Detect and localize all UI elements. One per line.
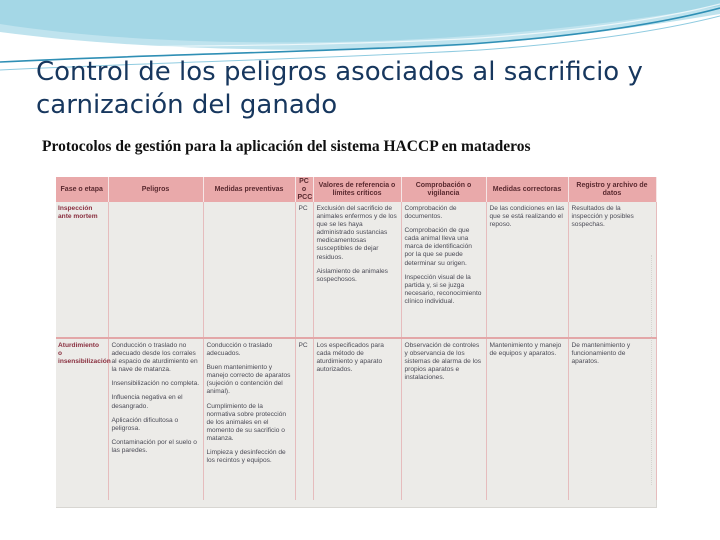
slide-title: Control de los peligros asociados al sacrificio y carnización del ganado [36,57,643,120]
slide-subtitle: Protocolos de gestión para la aplicación del sistema HACCP en mataderos [42,138,531,155]
pc-cell: PC [295,202,313,338]
table-row [56,202,656,338]
cell-item: De mantenimiento y funcionamiento de aparatos. [571,342,631,366]
header-cell: Medidas correctoras [486,177,568,202]
haccp-table-image [56,177,657,508]
hazards-cell [108,338,203,500]
pc-cell: PC [295,338,313,500]
cell-item: Limpieza y desinfección de los recintos y equipos. [206,449,286,465]
table-header-row [56,177,656,202]
monitoring-cell [401,202,486,338]
header-cell: Fase o etapa [56,177,108,202]
header-cell: Comprobación o vigilancia [401,177,486,202]
header-cell: PC o PCC [295,177,313,202]
corrective-cell [486,338,568,500]
cell-item: Comprobación de documentos. [404,205,457,221]
cell-item: Exclusión del sacrificio de animales enfermos y de los que se les haya administrado sustancias medicamentosas susceptibles de dejar residuos. [316,205,397,261]
records-cell [568,202,656,338]
records-cell [568,338,656,500]
cell-item: Mantenimiento y manejo de equipos y aparatos. [489,342,562,358]
header-cell: Registro y archivo de datos [568,177,656,202]
limits-cell [313,202,401,338]
cell-item: Contaminación por el suelo o las paredes. [111,438,197,454]
preventive-cell [203,202,295,338]
table-row [56,338,656,500]
cell-item: Conducción o traslado no adecuado desde los corrales al espacio de aturdimiento en la nave de matanza. [111,342,198,374]
header-cell: Peligros [108,177,203,202]
cell-item: Insensibilización no completa. [111,380,200,388]
cell-item: Los especificados para cada método de aturdimiento y aparato autorizados. [316,342,384,374]
cell-item: Aplicación dificultosa o peligrosa. [111,416,179,432]
stage-cell: Inspección ante mortem [56,202,108,338]
cell-item: Inspección visual de la partida y, si se juzga necesario, reconocimiento clínico individual. [404,273,482,305]
cell-item: Influencia negativa en el desangrado. [111,394,183,410]
preventive-cell [203,338,295,500]
cell-item: De las condiciones en las que se está realizando el reposo. [489,205,565,229]
haccp-table [56,177,657,500]
cell-item: Conducción o traslado adecuados. [206,342,273,358]
stage-cell: Aturdimiento o insensibilización [56,338,108,500]
cell-item: Aislamiento de animales sospechosos. [316,267,388,283]
scan-edge-mark [651,255,660,485]
limits-cell [313,338,401,500]
cell-item: Buen mantenimiento y manejo correcto de aparatos (sujeción o contención del animal). [206,364,291,396]
corrective-cell [486,202,568,338]
header-cell: Valores de referencia o límites críticos [313,177,401,202]
header-cell: Medidas preventivas [203,177,295,202]
cell-item: Cumplimiento de la normativa sobre protección de los animales en el momento de su sacrificio o matanza. [206,402,287,442]
cell-item: Observación de controles y observancia de los sistemas de alarma de los propios aparatos e instalaciones. [404,342,482,382]
cell-item: Comprobación de que cada animal lleva una marca de identificación por la que se puede determinar su origen. [404,227,472,267]
hazards-cell [108,202,203,338]
cell-item: Resultados de la inspección y posibles sospechas. [571,205,634,229]
monitoring-cell [401,338,486,500]
